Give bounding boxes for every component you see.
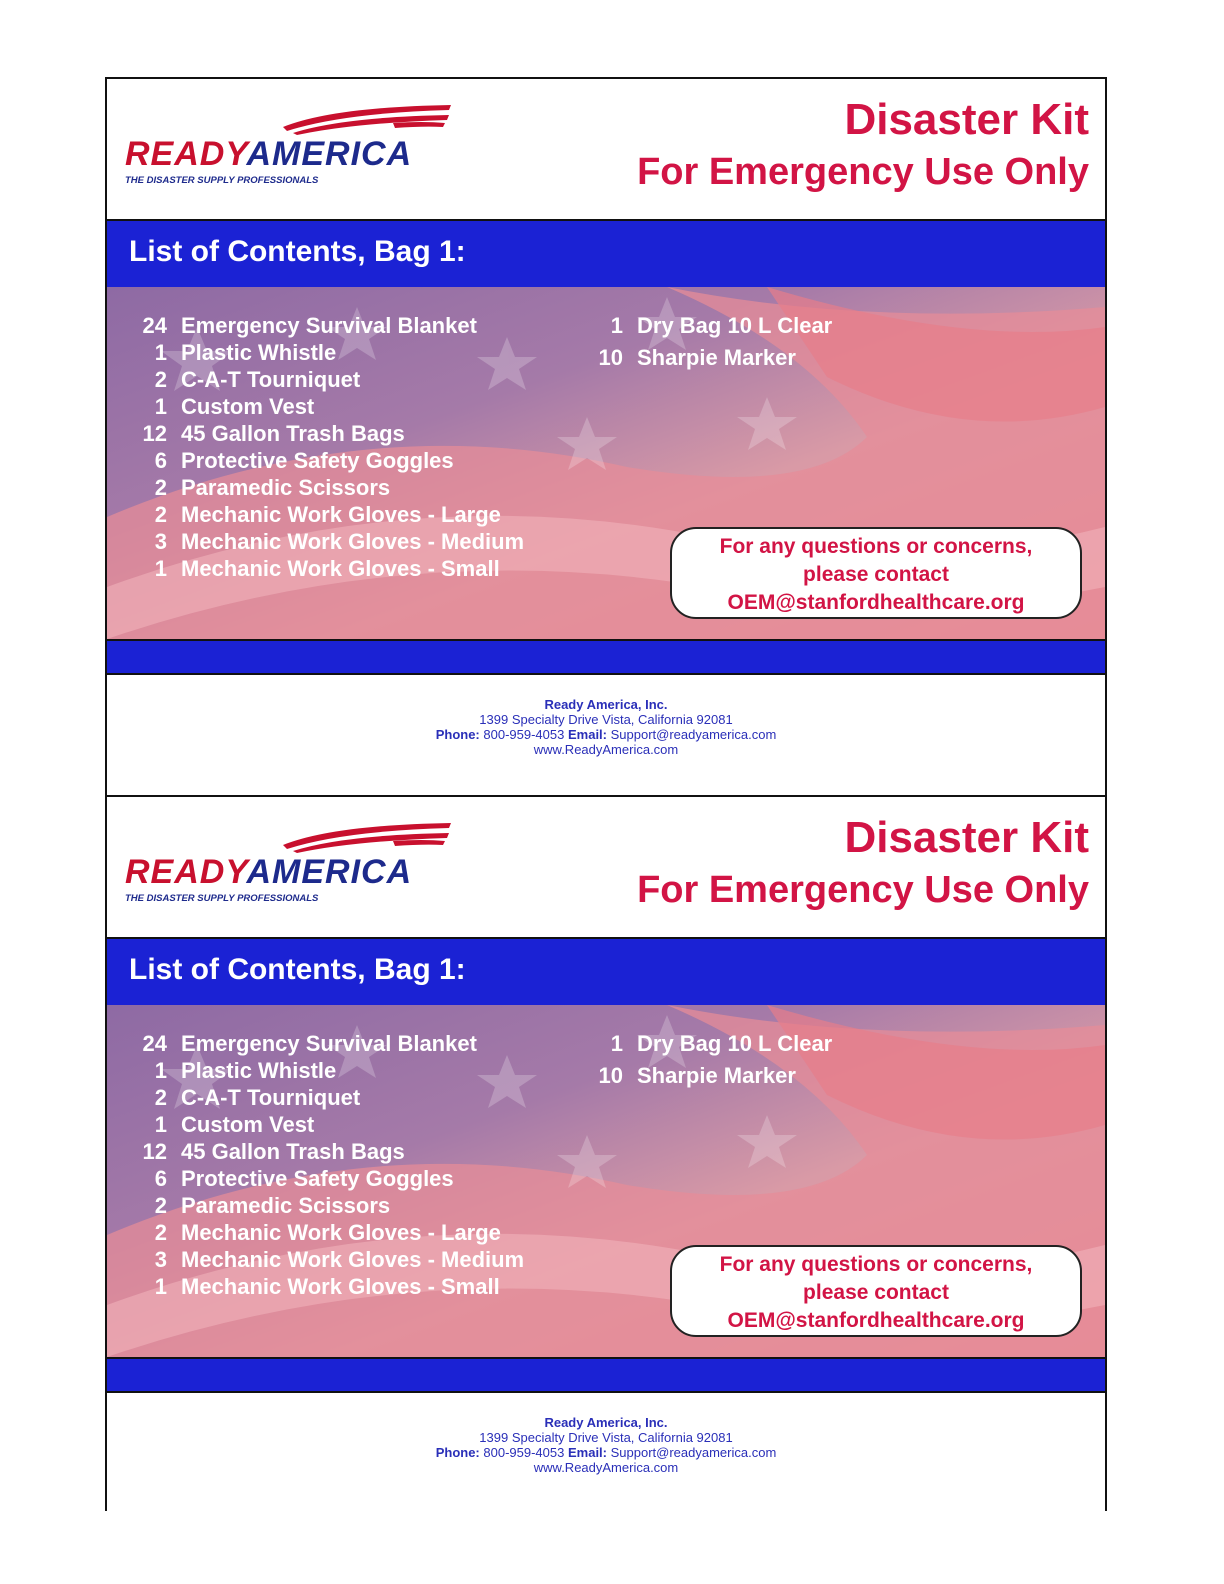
company-footer — [107, 675, 1105, 793]
company-footer — [107, 1393, 1105, 1511]
contact-box — [670, 1245, 1082, 1337]
ready-america-logo — [123, 101, 503, 191]
list-title: List of Contents, Bag 1: — [129, 953, 466, 986]
kit-label — [107, 795, 1105, 1511]
kit-subtitle: For Emergency Use Only — [637, 869, 1089, 911]
company-email[interactable]: Support@readyamerica.com — [610, 727, 777, 742]
flag-background: 24 Emergency Survival Blanket 1 Plastic Whistle 2 C-A-T Tourniquet 1 Custom Vest 12 45 Gallon Trash Bags 6 Protective Safety Goggles 2 Paramedic Scissors 2 Mechanic Work Gloves - Large 3 Mechanic Work Gloves - Medium 1 Mechanic Work Gloves - Small 1 Dry Bag 10 L Clear 10 Sharpie Marker For any questions or concerns, please contact OEM@stanfordhealthcare.org — [107, 1005, 1105, 1357]
contact-line: please contact — [803, 1281, 949, 1304]
brand-name: READYAMERICA — [125, 853, 413, 891]
kit-title: Disaster Kit — [844, 95, 1089, 144]
brand-name: READYAMERICA — [125, 135, 413, 173]
company-website[interactable]: www.ReadyAmerica.com — [533, 742, 679, 757]
list-title-bar — [107, 937, 1105, 1007]
flag-swoosh-icon — [273, 819, 453, 853]
flag-swoosh-icon — [273, 101, 453, 135]
list-title-bar — [107, 219, 1105, 289]
company-website[interactable]: www.ReadyAmerica.com — [533, 1460, 679, 1475]
company-address: 1399 Specialty Drive Vista, California 92081 — [479, 1430, 733, 1445]
bottom-bar — [107, 639, 1105, 675]
company-contact-line: Phone: 800-959-4053 Email: Support@readyamerica.com — [435, 1445, 777, 1460]
bottom-bar — [107, 1357, 1105, 1393]
brand-tagline: THE DISASTER SUPPLY PROFESSIONALS — [125, 893, 319, 904]
label-sheet — [105, 77, 1107, 1511]
contact-box — [670, 527, 1082, 619]
label-header — [107, 797, 1105, 937]
brand-tagline: THE DISASTER SUPPLY PROFESSIONALS — [125, 175, 319, 186]
contact-line: please contact — [803, 563, 949, 586]
ready-america-logo — [123, 819, 503, 909]
company-phone: 800-959-4053 — [483, 727, 565, 742]
company-name: Ready America, Inc. — [544, 697, 668, 712]
kit-label — [107, 79, 1105, 793]
company-address: 1399 Specialty Drive Vista, California 92081 — [479, 712, 733, 727]
company-contact-line: Phone: 800-959-4053 Email: Support@readyamerica.com — [435, 727, 777, 742]
company-email[interactable]: Support@readyamerica.com — [610, 1445, 777, 1460]
company-phone: 800-959-4053 — [483, 1445, 565, 1460]
label-header — [107, 79, 1105, 219]
company-name: Ready America, Inc. — [544, 1415, 668, 1430]
flag-background: 24 Emergency Survival Blanket 1 Plastic Whistle 2 C-A-T Tourniquet 1 Custom Vest 12 45 Gallon Trash Bags 6 Protective Safety Goggles 2 Paramedic Scissors 2 Mechanic Work Gloves - Large 3 Mechanic Work Gloves - Medium 1 Mechanic Work Gloves - Small 1 Dry Bag 10 L Clear 10 Sharpie Marker For any questions or concerns, please contact OEM@stanfordhealthcare.org — [107, 287, 1105, 639]
list-title: List of Contents, Bag 1: — [129, 235, 466, 268]
contact-line: For any questions or concerns, — [719, 1253, 1033, 1276]
contact-line: For any questions or concerns, — [719, 535, 1033, 558]
contact-email[interactable]: OEM@stanfordhealthcare.org — [727, 591, 1025, 614]
contact-email[interactable]: OEM@stanfordhealthcare.org — [727, 1309, 1025, 1332]
kit-subtitle: For Emergency Use Only — [637, 151, 1089, 193]
kit-title: Disaster Kit — [844, 813, 1089, 862]
